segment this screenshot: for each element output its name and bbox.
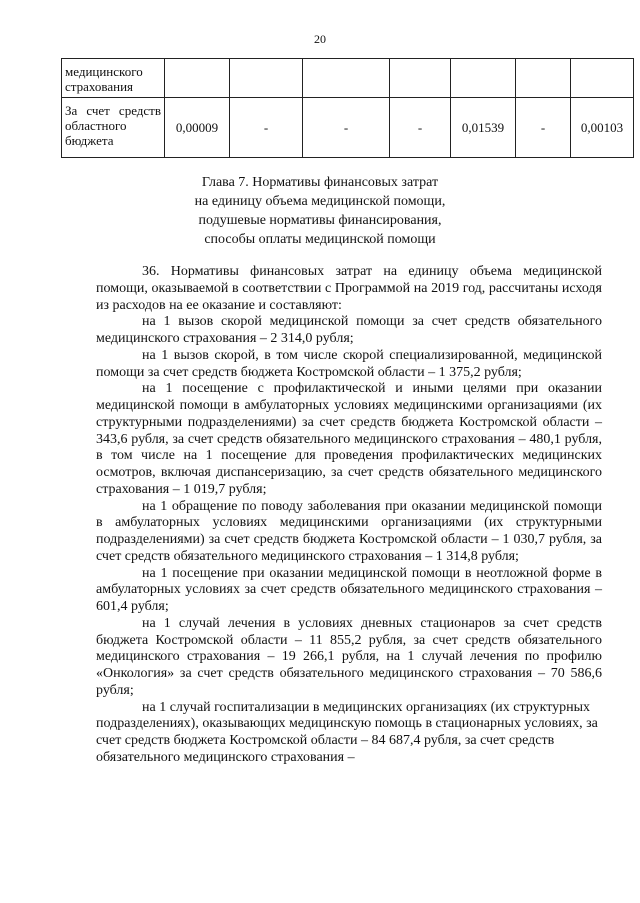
table-cell	[303, 59, 390, 98]
table-cell: -	[390, 98, 451, 158]
table-cell: 0,01539	[451, 98, 516, 158]
table-cell	[571, 59, 634, 98]
chapter-heading-line: Глава 7. Нормативы финансовых затрат	[201, 175, 439, 190]
paragraph: на 1 посещение при оказании медицинской помощи в неотложной форме в амбулаторных условиях за счет средств обязательного медицинского страхования – 601,4 рубля;	[96, 565, 602, 614]
table-cell: -	[303, 98, 390, 158]
paragraph: на 1 вызов скорой медицинской помощи за счет средств обязательного медицинского страхования – 2 314,0 рубля;	[96, 314, 602, 346]
chapter-heading-line: подушевые нормативы финансирования,	[198, 213, 442, 228]
page-number: 20	[314, 32, 326, 46]
table-cell	[451, 59, 516, 98]
paragraph: на 1 вызов скорой, в том числе скорой специализированной, медицинской помощи за счет средств бюджета Костромской области – 1 375,2 рубля;	[96, 347, 602, 380]
table-cell-label: медицинского страхования	[62, 59, 165, 98]
table-cell	[516, 59, 571, 98]
table-cell: 0,00009	[165, 98, 230, 158]
paragraph: на 1 обращение по поводу заболевания при оказании медицинской помощи в амбулаторных условиях медицинскими организациями (их структурными подразделениями) за счет средств бюджета Костромской области – 1 030,7 рубля, за счет средств обязательного медицинского страхования – 1 314,8 рубля;	[96, 498, 602, 564]
table-cell-label: За счет средств областного бюджета	[62, 98, 165, 158]
table-row	[62, 98, 634, 158]
table-cell: 0,00103	[571, 98, 634, 158]
table-cell	[165, 59, 230, 98]
paragraph: 36. Нормативы финансовых затрат на единицу объема медицинской помощи, оказываемой в соответствии с Программой на 2019 год, рассчитаны исходя из расходов на ее оказание и составляют:	[96, 264, 602, 313]
table-row	[62, 59, 634, 98]
continued-table	[61, 58, 634, 158]
table-cell: -	[516, 98, 571, 158]
paragraph: на 1 случай госпитализации в медицинских организациях (их структурных подразделениях), оказывающих медицинскую помощь в стационарных условиях, за счет средств бюджета Костромской области – 84 687,4 рубля, за счет средств обязательного медицинского страхования –	[96, 699, 598, 765]
table-cell	[390, 59, 451, 98]
paragraph: на 1 посещение с профилактической и иными целями при оказании медицинской помощи в амбулаторных условиях медицинскими организациями (их структурными подразделениями) за счет средств бюджета Костромской области – 343,6 рубля, за счет средств обязательного медицинского страхования – 480,1 рубля, в том числе на 1 посещение для проведения профилактических медицинских осмотров, включая диспансеризацию, за счет средств обязательного медицинского страхования – 1 019,7 рубля;	[96, 381, 602, 497]
chapter-heading-line: на единицу объема медицинской помощи,	[194, 194, 446, 209]
paragraph: на 1 случай лечения в условиях дневных стационаров за счет средств бюджета Костромской области – 11 855,2 рубля, за счет средств обязательного медицинского страхования – 19 266,1 рубля, на 1 случай лечения по профилю «Онкология» за счет средств обязательного медицинского страхования – 70 586,6 рубля;	[96, 615, 602, 698]
body-text	[96, 264, 602, 767]
table-cell	[230, 59, 303, 98]
chapter-heading	[0, 173, 640, 249]
table-cell: -	[230, 98, 303, 158]
chapter-heading-line: способы оплаты медицинской помощи	[204, 232, 436, 247]
